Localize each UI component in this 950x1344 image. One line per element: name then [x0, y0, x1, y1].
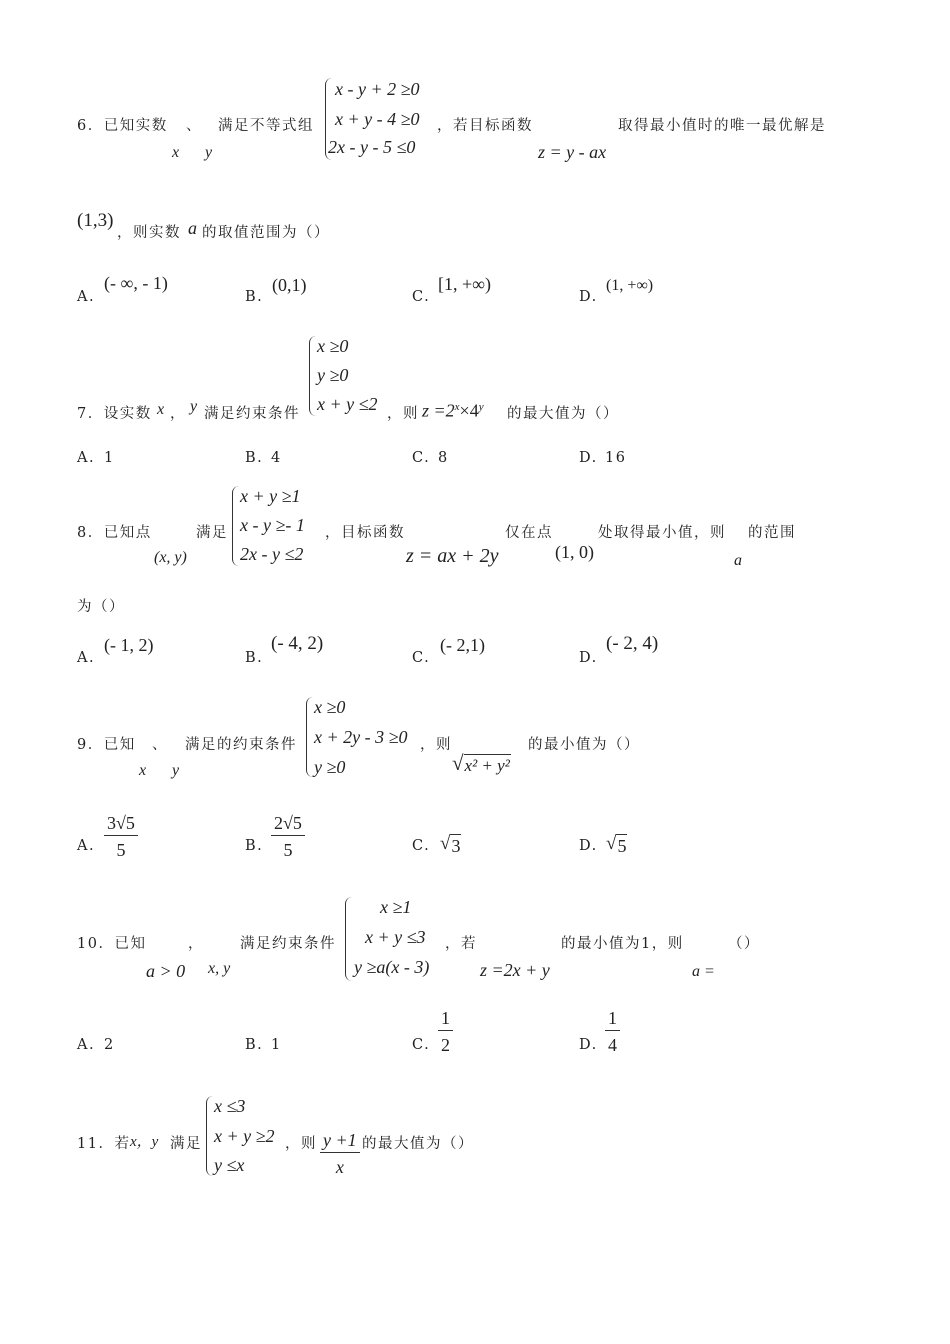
q10-option-d-label: D. [579, 1037, 598, 1053]
q8-range-text: 的范围 [748, 525, 796, 541]
q8-option-b-label: B. [245, 650, 264, 666]
q9-var-x: x [139, 762, 147, 779]
q6-ineq-1: x - y + 2 ≥0 [335, 79, 420, 99]
q8-objective-text: ，目标函数 [325, 525, 405, 541]
q6-objective-text: ，若目标函数 [437, 118, 533, 134]
q7-var-x: x [157, 401, 165, 418]
q10-condition-text: 满足约束条件 [240, 936, 336, 952]
q6-var-y: y [205, 144, 213, 161]
q8-min-text: 处取得最小值，则 [598, 525, 726, 541]
q6-option-b-value: (0,1) [272, 275, 307, 295]
q8-option-a-value: (- 1, 2) [104, 635, 154, 655]
q7-system-brace [309, 336, 316, 416]
q8-system-brace [232, 486, 239, 566]
q7-var-y: y [190, 398, 198, 415]
q9-ineq-1: x ≥0 [314, 697, 346, 717]
q6-option-a-value: (- ∞, - 1) [104, 273, 168, 293]
q8-ineq-2: x - y ≥- 1 [240, 515, 305, 535]
q9-option-c-label: C. [412, 838, 431, 854]
q9-option-d-value: √ 5 [606, 833, 627, 856]
q11-condition-text: 满足 [170, 1136, 202, 1152]
q9-option-b-label: B. [245, 838, 264, 854]
q9-option-a-label: A. [77, 838, 96, 854]
q9-then-text: ，则 [420, 737, 452, 753]
q6-option-c-value: [1, +∞) [438, 274, 491, 294]
q11-system-brace [206, 1096, 213, 1176]
q10-answer-a: a = [692, 963, 715, 980]
q10-option-b-value: 1 [271, 1037, 282, 1053]
q8-option-d-value: (- 2, 4) [606, 633, 659, 654]
q6-optimal-point: (1,3) [77, 210, 114, 231]
q8-point: (1, 0) [555, 542, 594, 562]
q6-intro-text: 6．已知实数 [77, 118, 168, 134]
q7-question-text: 的最大值为（） [507, 406, 619, 422]
q10-comma: ， [188, 936, 204, 952]
q7-option-a-value: 1 [104, 450, 115, 466]
q8-ineq-1: x + y ≥1 [240, 486, 301, 506]
sqrt-radical-icon: √ [440, 833, 451, 854]
q6-condition-text: 满足不等式组 [218, 118, 314, 134]
q6-option-d-label: D. [579, 289, 598, 305]
q6-question-text: 的取值范围为（） [202, 225, 330, 241]
q11-ineq-1: x ≤3 [214, 1096, 246, 1116]
q11-then-text: ，则 [285, 1136, 317, 1152]
q9-question-text: 的最小值为（） [528, 737, 640, 753]
q9-sqrt-expression: √ x² + y² [452, 751, 510, 775]
q9-system-brace [306, 697, 313, 777]
q9-ineq-2: x + 2y - 3 ≥0 [314, 727, 408, 747]
q8-option-c-label: C. [412, 650, 431, 666]
q10-option-a-value: 2 [104, 1037, 115, 1053]
q10-intro-text: 10．已知 [77, 936, 147, 952]
q7-option-d-value: 16 [605, 450, 627, 466]
q10-ineq-1: x ≥1 [380, 897, 412, 917]
q7-ineq-3: x + y ≤2 [317, 394, 378, 414]
q7-comma: ， [170, 406, 186, 422]
q10-system-brace [345, 897, 352, 981]
q11-intro-text: 11．若 [77, 1136, 131, 1152]
q10-min-text: 的最小值为1，则 [561, 936, 684, 952]
q11-ineq-3: y ≤x [214, 1155, 245, 1175]
q7-condition-text: 满足约束条件 [204, 406, 300, 422]
q9-option-c-value: √ 3 [440, 833, 461, 856]
q6-option-a-label: A. [77, 289, 96, 305]
q9-separator: 、 [152, 737, 168, 753]
q6-var-a: a [188, 218, 197, 238]
q10-question-text: （） [728, 936, 760, 952]
q10-ineq-3: y ≥a(x - 3) [354, 957, 430, 977]
q8-option-b-value: (- 4, 2) [271, 633, 324, 654]
q7-option-c-label: C. [412, 450, 431, 466]
q8-objective-function: z = ax + 2y [406, 545, 499, 567]
q8-option-a-label: A. [77, 650, 96, 666]
q7-option-a-label: A. [77, 450, 96, 466]
q8-question-text: 为（） [77, 599, 125, 615]
q10-option-d-fraction: $\frac{1}{4}$ [605, 1009, 620, 1054]
q8-ineq-3: 2x - y ≤2 [240, 544, 304, 564]
q7-intro-text: 7．设实数 [77, 406, 152, 422]
q6-separator: 、 [186, 118, 202, 134]
q11-question-text: 的最大值为（） [362, 1136, 474, 1152]
q6-objective-function: z = y - ax [538, 142, 607, 162]
q7-ineq-1: x ≥0 [317, 336, 349, 356]
q10-condition-a: a > 0 [146, 961, 186, 981]
q8-condition-text: 满足 [196, 525, 228, 541]
q6-var-x: x [172, 144, 180, 161]
q8-option-c-value: (- 2,1) [440, 635, 485, 655]
q7-option-d-label: D. [579, 450, 598, 466]
q7-objective-function: $z =2^x\times 4^y$ [422, 400, 484, 421]
q6-ineq-2: x + y - 4 ≥0 [335, 109, 420, 129]
q6-optimal-text: 取得最小值时的唯一最优解是 [618, 118, 826, 134]
q7-option-b-label: B. [245, 450, 264, 466]
q6-range-text: ，则实数 [117, 225, 181, 241]
q6-option-c-label: C. [412, 289, 431, 305]
q8-point-var: (x, y) [154, 549, 187, 566]
q10-objective-function: z =2x + y [480, 960, 550, 980]
sqrt-radical-icon: √ [452, 751, 464, 775]
q6-option-b-label: B. [245, 289, 264, 305]
q10-vars: x, y [208, 960, 231, 977]
q8-intro-text: 8．已知点 [77, 525, 152, 541]
q9-var-y: y [172, 762, 180, 779]
q9-option-b-fraction: $\frac{2√5}{5}$ [271, 814, 305, 859]
q10-option-b-label: B. [245, 1037, 264, 1053]
q6-ineq-3: 2x - y - 5 ≤0 [328, 137, 416, 157]
q9-ineq-3: y ≥0 [314, 757, 346, 777]
q10-if-text: ，若 [445, 936, 477, 952]
q8-only-at-text: 仅在点 [505, 525, 553, 541]
q9-condition-text: 满足的约束条件 [185, 737, 297, 753]
q8-var-a: a [734, 552, 742, 569]
q10-option-c-label: C. [412, 1037, 431, 1053]
q10-option-c-fraction: $\frac{1}{2}$ [438, 1009, 453, 1054]
sqrt-radical-icon: √ [606, 833, 617, 854]
q9-option-a-fraction: $\frac{3√5}{5}$ [104, 814, 138, 859]
q7-ineq-2: y ≥0 [317, 365, 349, 385]
q10-ineq-2: x + y ≤3 [365, 927, 426, 947]
q11-vars: x，y [130, 1134, 159, 1150]
q7-option-c-value: 8 [438, 450, 449, 466]
q10-option-a-label: A. [77, 1037, 96, 1053]
q9-option-d-label: D. [579, 838, 598, 854]
q11-ineq-2: x + y ≥2 [214, 1126, 275, 1146]
q9-intro-text: 9．已知 [77, 737, 136, 753]
q6-option-d-value: (1, +∞) [606, 277, 654, 294]
q8-option-d-label: D. [579, 650, 598, 666]
q7-option-b-value: 4 [271, 450, 282, 466]
q11-fraction: $\frac{y +1}{x}$ [320, 1131, 360, 1176]
q7-then-text: ，则 [387, 406, 419, 422]
